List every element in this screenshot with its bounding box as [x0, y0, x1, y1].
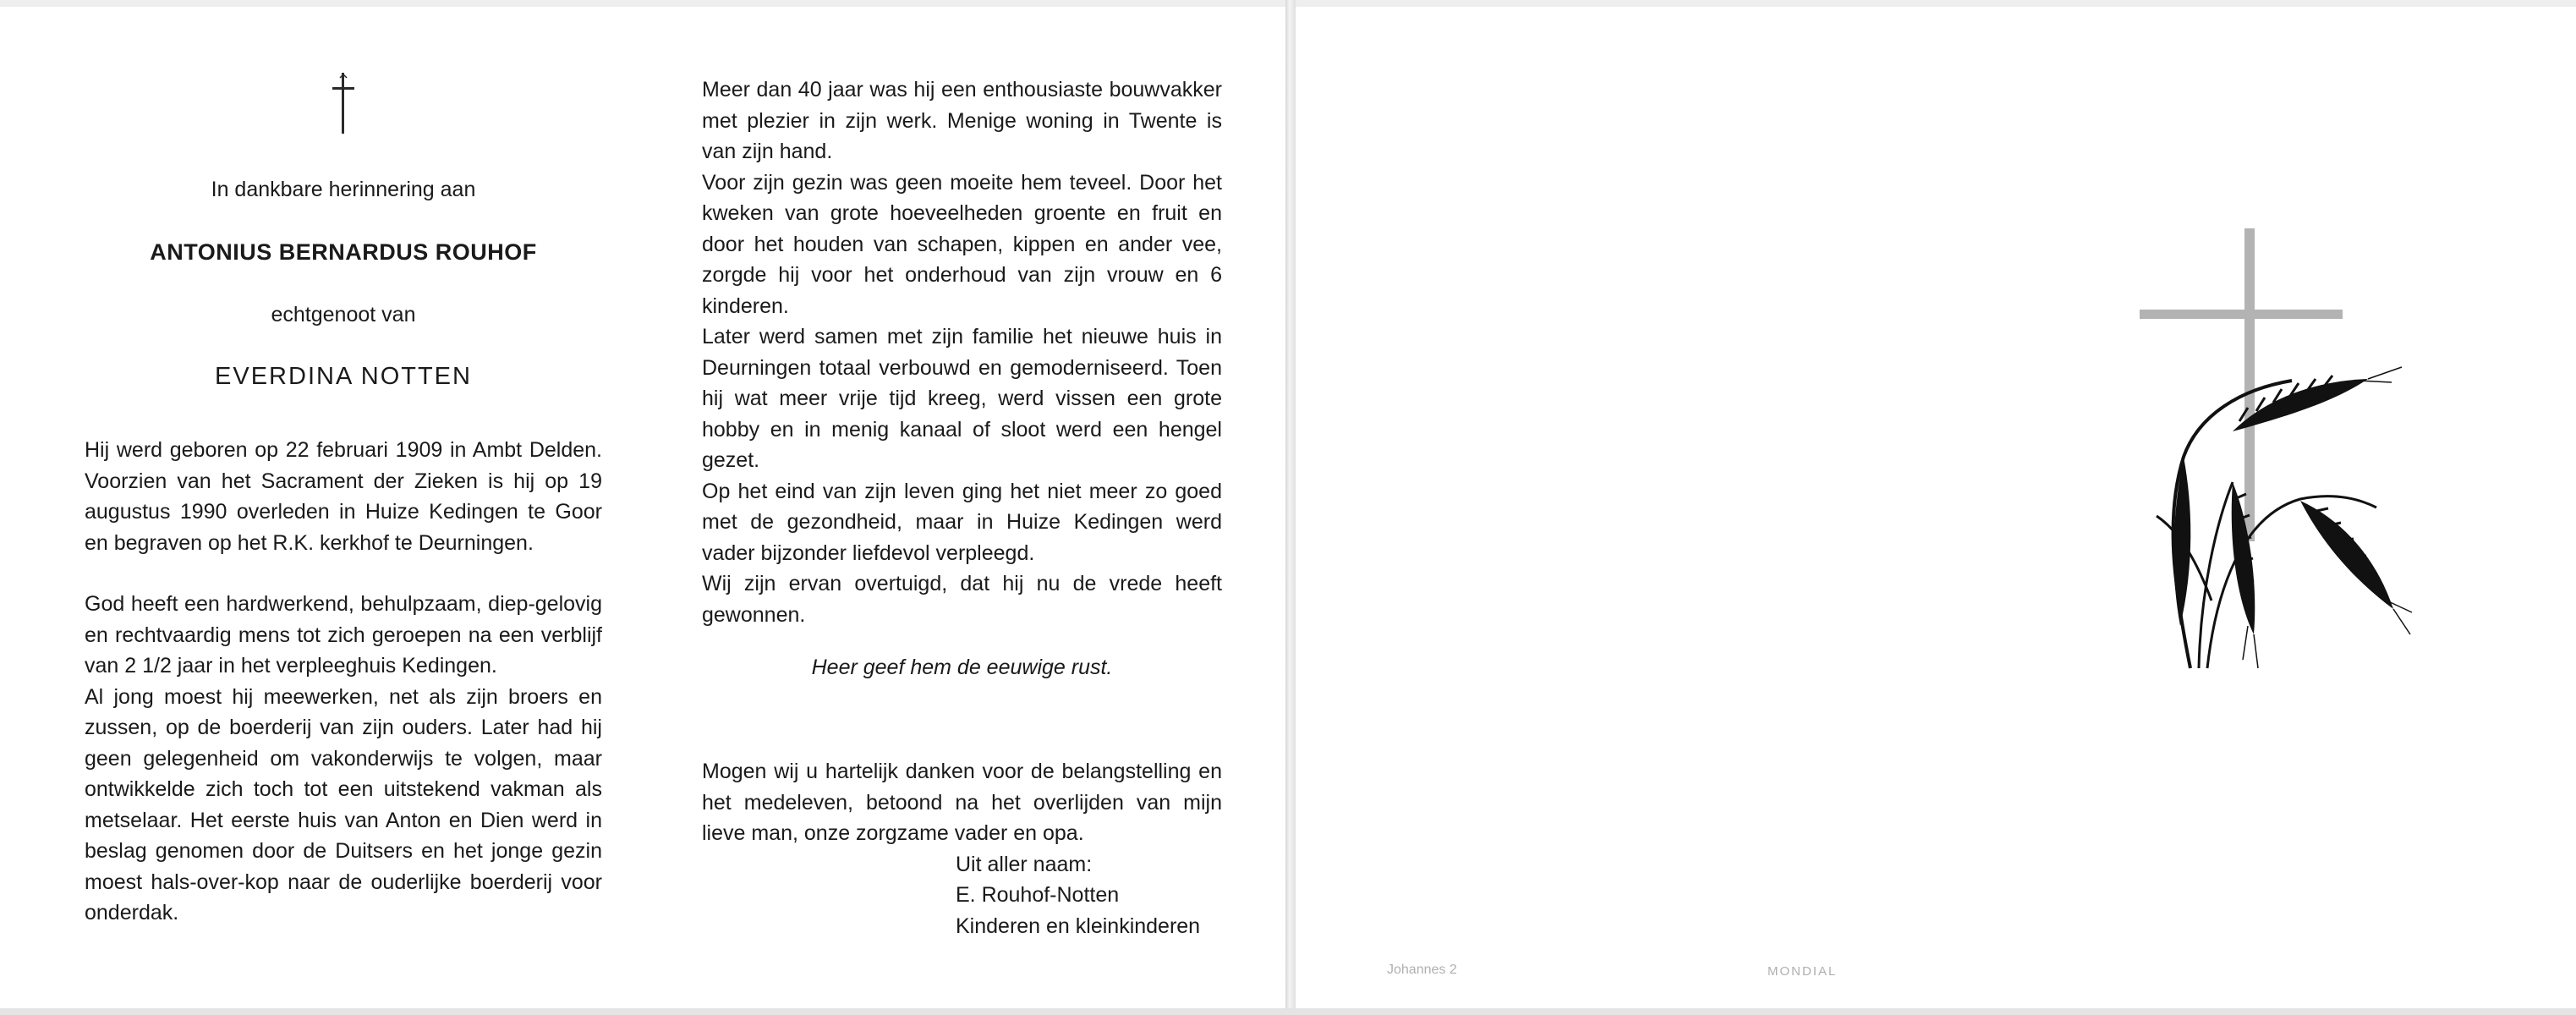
paragraph-health: Op het eind van zijn leven ging het niet meer zo goed met de gezondheid, maar in Huize Kedingen werd vader bijzonder liefdevol verpleegd.	[702, 479, 1222, 565]
thanks-paragraph: Mogen wij u hartelijk danken voor de belangstelling en het medeleven, betoond na het overlijden van mijn lieve man, onze zorgzame vader en opa.	[702, 760, 1222, 845]
card-fold	[1285, 0, 1296, 1015]
deceased-name: ANTONIUS BERNARDUS ROUHOF	[150, 239, 537, 265]
paragraph-birth-death: Hij werd geboren op 22 februari 1909 in Ambt Delden. Voorzien van het Sacrament der Zieken is hij op 19 augustus 1990 overleden in Huize Kedingen te Goor en begraven op het R.K. kerkhof te Deurningen.	[85, 438, 602, 555]
prayer-motto: Heer geef hem de eeuwige rust.	[811, 656, 1113, 679]
signature-block	[956, 849, 1222, 942]
paragraph-peace: Wij zijn ervan overtuigd, dat hij nu de vrede heeft gewonnen.	[702, 572, 1222, 627]
card-inner-left-page	[0, 7, 1285, 1008]
paragraph-house-hobby: Later werd samen met zijn familie het nieuwe huis in Deurningen totaal verbouwd en gemoderniseerd. Toen hij wat meer vrije tijd kreeg, werd vissen een grote hobby en in menig kanaal of sloot werd een hengel gezet.	[702, 325, 1222, 472]
signature-line-1: Uit aller naam:	[956, 852, 1093, 876]
paragraph-youth: Al jong moest hij meewerken, net als zijn broers en zussen, op de boerderij van zijn ouders. Later had hij geen gelegenheid om vakonderwijs te volgen, maar ontwikkelde zich toch tot een uitstekend vakman als metselaar. Het eerste huis van Anton en Dien werd in beslag genomen door de Duitsers en het jonge gezin moest hals-over-kop naar de ouderlijke boerderij voor onderdak.	[85, 684, 602, 924]
footer-printer-mark: MONDIAL	[1768, 964, 1838, 979]
spouse-name: EVERDINA NOTTEN	[215, 363, 472, 390]
card-bottom-edge	[0, 1008, 2576, 1015]
signature-line-2: E. Rouhof-Notten	[956, 883, 1120, 907]
signature-line-3: Kinderen en kleinkinderen	[956, 914, 1201, 938]
cross-with-wheat-icon	[2140, 228, 2427, 702]
paragraph-family: Voor zijn gezin was geen moeite hem teveel. Door het kweken van grote hoeveelheden groente en fruit en door het houden van schapen, kippen en ander vee, zorgde hij voor het onderhoud van zijn vrouw en 6 kinderen.	[702, 170, 1222, 318]
left-column	[85, 73, 602, 929]
cross-icon	[331, 73, 356, 134]
middle-column	[702, 74, 1222, 941]
footer-print-reference: Johannes 2	[1387, 963, 1457, 977]
paragraph-work: Meer dan 40 jaar was hij een enthousiaste bouwvakker met plezier in zijn werk. Menige woning in Twente is van zijn hand.	[702, 78, 1222, 163]
paragraph-character: God heeft een hardwerkend, behulpzaam, diep-gelovig en rechtvaardig mens tot zich geroepen na een verblijf van 2 1/2 jaar in het verpleeghuis Kedingen.	[85, 592, 602, 678]
intro-line: In dankbare herinnering aan	[211, 178, 476, 201]
spouse-of-label: echtgenoot van	[271, 303, 416, 326]
